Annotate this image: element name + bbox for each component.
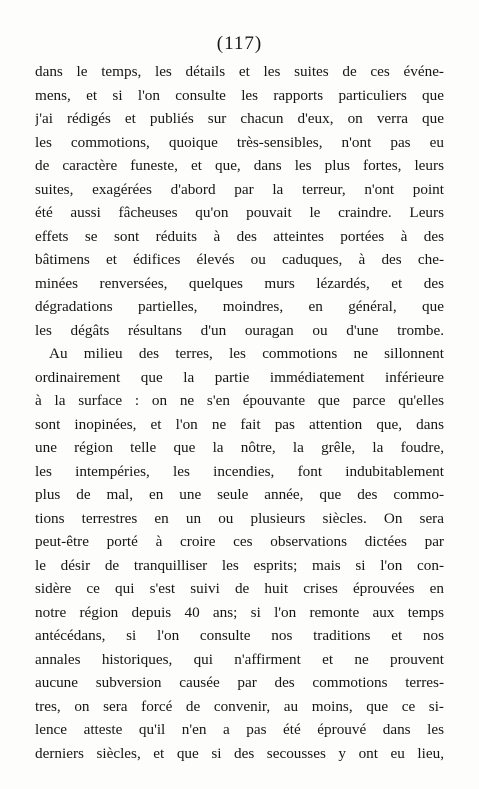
text-line: suites, exagérées d'abord par la terreur, n'ont point	[35, 180, 444, 198]
text-line: derniers siècles, et que si des secousses y ont eu lieu,	[35, 744, 444, 762]
text-line: tres, on sera forcé de convenir, au moins, que ce si-	[35, 697, 444, 715]
text-line: j'ai rédigés et publiés sur chacun d'eux, on verra que	[35, 110, 444, 127]
paragraph-1	[35, 60, 444, 342]
text-line: annales historiques, qui n'affirment et ne prouvent	[35, 650, 444, 668]
text-line: plus de mal, en une seule année, que des commo-	[35, 486, 444, 503]
text-line: peut-être porté à croire ces observations dictées par	[35, 533, 444, 550]
paragraph-2	[35, 342, 444, 765]
text-line: aucune subversion causée par des commotions terres-	[35, 674, 444, 691]
text-line: effets se sont réduits à des atteintes portées à des	[35, 227, 444, 245]
text-line: les commotions, quoique très-sensibles, n'ont pas eu	[35, 133, 444, 151]
text-line: été aussi fâcheuses qu'on pouvait le craindre. Leurs	[35, 204, 444, 221]
text-line: Au milieu des terres, les commotions ne sillonnent	[49, 345, 444, 362]
page-number: (117)	[216, 33, 263, 54]
text-line: tions terrestres en un ou plusieurs siècles. On sera	[35, 509, 444, 527]
text-line: dégradations partielles, moindres, en général, que	[35, 298, 444, 315]
text-line: de caractère funeste, et que, dans les plus fortes, leurs	[35, 157, 444, 174]
text-line: ordinairement que la partie immédiatement inférieure	[35, 368, 444, 386]
body-text	[35, 60, 444, 765]
text-line: antécédans, si l'on consulte nos traditions et nos	[35, 627, 444, 644]
text-line: sont inopinées, et l'on ne fait pas attention que, dans	[35, 415, 444, 433]
text-line: lence atteste qu'il n'en a pas été éprouvé dans les	[35, 721, 444, 738]
text-line: bâtimens et édifices élevés ou caduques, à des che-	[35, 251, 444, 268]
text-line: mens, et si l'on consulte les rapports particuliers que	[35, 86, 444, 104]
text-line: le désir de tranquilliser les esprits; mais si l'on con-	[35, 556, 444, 574]
text-line: notre région depuis 40 ans; si l'on remonte aux temps	[35, 603, 444, 621]
text-line: les intempéries, les incendies, font indubitablement	[35, 462, 444, 480]
text-line: à la surface : on ne s'en épouvante que parce qu'elles	[35, 392, 444, 409]
text-line: dans le temps, les détails et les suites de ces événe-	[35, 63, 444, 80]
text-line: minées renversées, quelques murs lézardés, et des	[35, 274, 444, 292]
text-line: une région telle que la nôtre, la grêle, la foudre,	[35, 439, 444, 456]
text-line: sidère ce qui s'est suivi de huit crises éprouvées en	[35, 580, 444, 597]
text-line: les dégâts résultans d'un ouragan ou d'une trombe.	[35, 321, 444, 339]
